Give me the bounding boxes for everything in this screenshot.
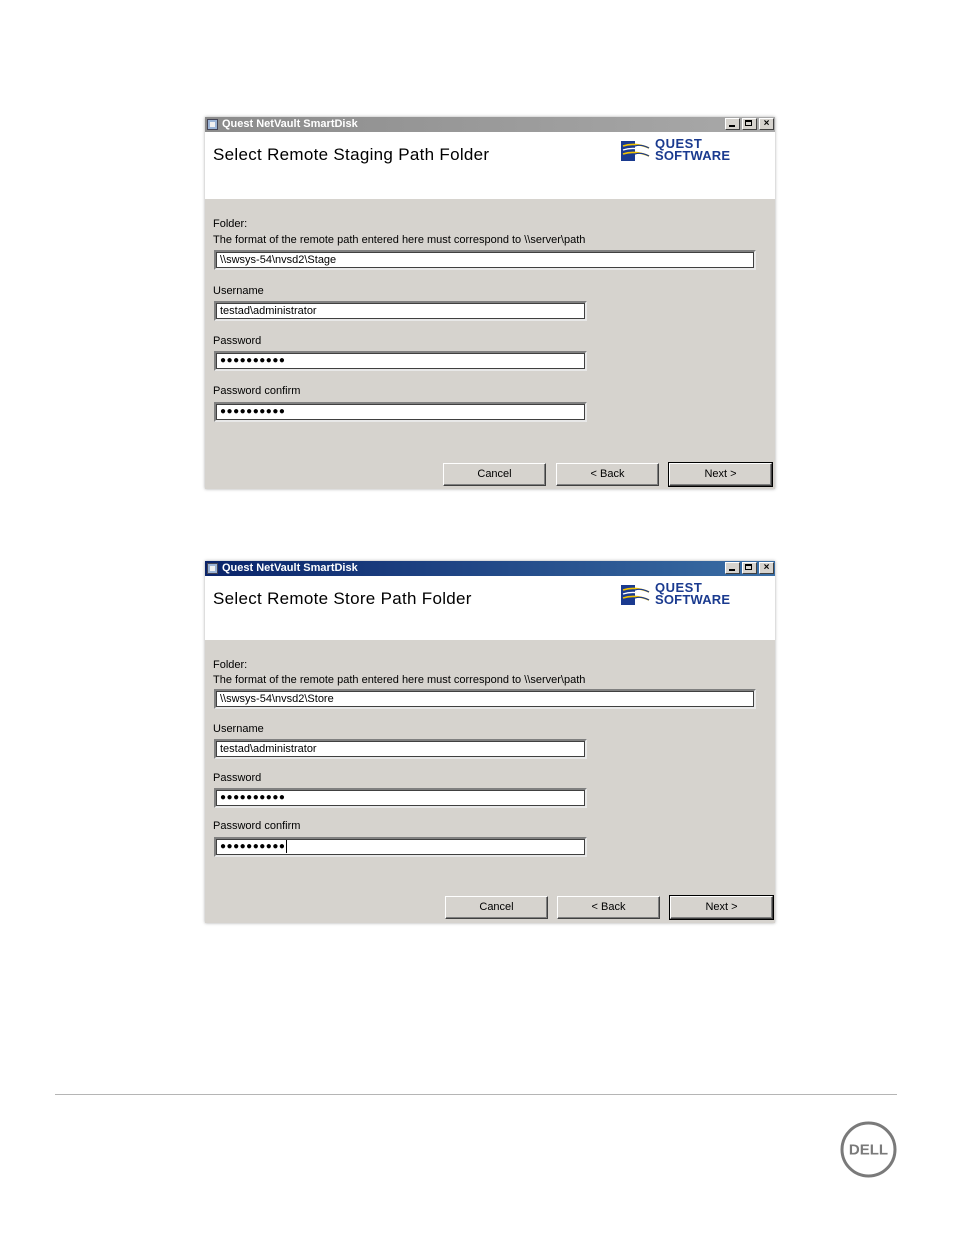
quest-software-logo (621, 582, 775, 608)
logo-line1: QUEST (655, 136, 703, 151)
username-label: Username (213, 723, 264, 735)
wizard-header (205, 576, 775, 640)
password-input[interactable]: ●●●●●●●●●● (214, 788, 587, 808)
folder-label: Folder: (213, 659, 248, 671)
folder-hint: The format of the remote path entered here must correspond to \\server\path (213, 234, 586, 246)
password-confirm-input[interactable]: ●●●●●●●●●● (214, 402, 587, 422)
maximize-icon[interactable] (742, 118, 757, 130)
quest-software-logo (621, 138, 775, 164)
logo-line2: SOFTWARE (655, 148, 731, 163)
logo-line1: QUEST (655, 580, 703, 595)
close-icon[interactable]: × (759, 118, 774, 130)
maximize-icon[interactable] (742, 562, 757, 574)
password-confirm-value: ●●●●●●●●●● (220, 841, 286, 852)
footer-divider (55, 1094, 897, 1095)
app-icon (207, 119, 218, 130)
minimize-icon[interactable] (725, 118, 740, 130)
folder-hint: The format of the remote path entered here must correspond to \\server\path (213, 674, 586, 686)
folder-input[interactable]: \\swsys-54\nvsd2\Store (214, 689, 756, 709)
cancel-button[interactable]: Cancel (443, 463, 546, 486)
title-bar[interactable] (205, 117, 775, 132)
app-icon (207, 563, 218, 574)
password-label: Password (213, 335, 262, 347)
dell-logo-text: DELL (848, 1141, 889, 1159)
username-input[interactable]: testad\administrator (214, 739, 587, 759)
dell-logo-icon (840, 1121, 897, 1178)
wizard-header (205, 132, 775, 199)
staging-path-dialog (205, 117, 775, 489)
password-label: Password (213, 772, 262, 784)
folder-label: Folder: (213, 218, 248, 230)
back-button[interactable]: < Back (557, 896, 660, 919)
title-bar[interactable] (205, 561, 775, 576)
back-button[interactable]: < Back (556, 463, 659, 486)
password-confirm-input[interactable] (214, 837, 587, 857)
username-input[interactable]: testad\administrator (214, 301, 587, 321)
close-icon[interactable]: × (759, 562, 774, 574)
cancel-button[interactable]: Cancel (445, 896, 548, 919)
password-confirm-label: Password confirm (213, 820, 301, 832)
text-caret (286, 840, 287, 853)
quest-logo-mark-icon (621, 584, 651, 606)
window-title: Quest NetVault SmartDisk (222, 562, 358, 574)
page-title: Select Remote Store Path Folder (213, 589, 472, 608)
page-title: Select Remote Staging Path Folder (213, 145, 490, 164)
logo-line2: SOFTWARE (655, 592, 731, 607)
minimize-icon[interactable] (725, 562, 740, 574)
dell-logo (840, 1121, 897, 1178)
next-button[interactable]: Next > (669, 463, 772, 486)
store-path-dialog (205, 561, 775, 923)
window-title: Quest NetVault SmartDisk (222, 118, 358, 130)
password-input[interactable]: ●●●●●●●●●● (214, 351, 587, 371)
quest-logo-mark-icon (621, 140, 651, 162)
password-confirm-label: Password confirm (213, 385, 301, 397)
username-label: Username (213, 285, 264, 297)
folder-input[interactable]: \\swsys-54\nvsd2\Stage (214, 250, 756, 270)
next-button[interactable]: Next > (670, 896, 773, 919)
